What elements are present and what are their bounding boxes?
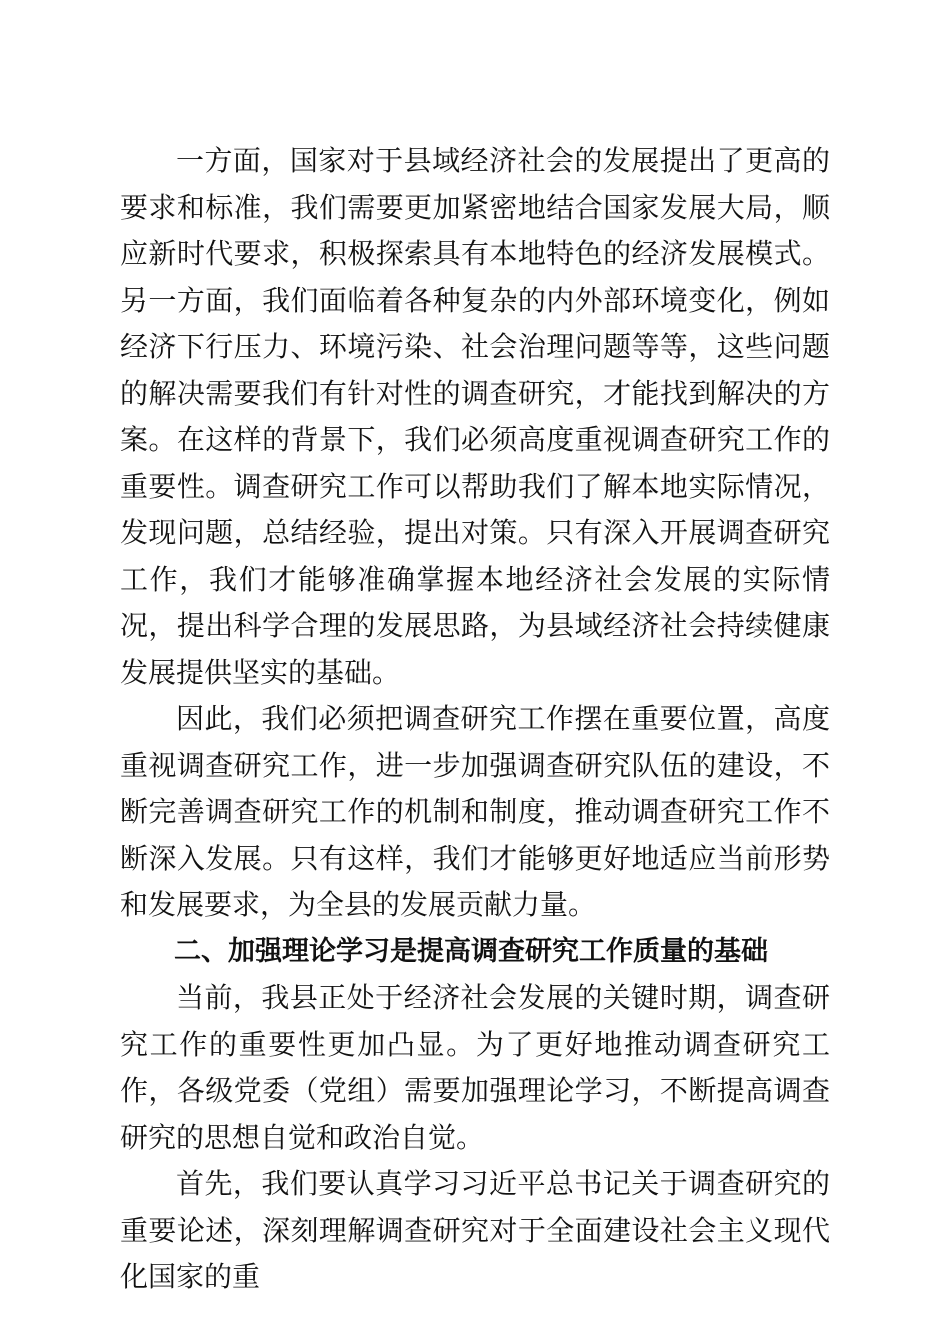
paragraph-2: 因此，我们必须把调查研究工作摆在重要位置，高度重视调查研究工作，进一步加强调查研究队伍的建设，不断完善调查研究工作的机制和制度，推动调查研究工作不断深入发展。只有这样，我们才能够更好地适应当前形势和发展要求，为全县的发展贡献力量。	[120, 702, 830, 921]
document-body	[120, 138, 830, 1301]
paragraph-1: 一方面，国家对于县域经济社会的发展提出了更高的要求和标准，我们需要更加紧密地结合国家发展大局，顺应新时代要求，积极探索具有本地特色的经济发展模式。另一方面，我们面临着各种复杂的内外部环境变化，例如经济下行压力、环境污染、社会治理问题等等，这些问题的解决需要我们有针对性的调查研究，才能找到解决的方案。在这样的背景下，我们必须高度重视调查研究工作的重要性。调查研究工作可以帮助我们了解本地实际情况，发现问题，总结经验，提出对策。只有深入开展调查研究工作，我们才能够准确掌握本地经济社会发展的实际情况，提出科学合理的发展思路，为县域经济社会持续健康发展提供坚实的基础。	[120, 144, 830, 689]
paragraph-3: 当前，我县正处于经济社会发展的关键时期，调查研究工作的重要性更加凸显。为了更好地推动调查研究工作，各级党委（党组）需要加强理论学习，不断提高调查研究的思想自觉和政治自觉。	[120, 981, 830, 1154]
paragraph-4: 首先，我们要认真学习习近平总书记关于调查研究的重要论述，深刻理解调查研究对于全面建设社会主义现代化国家的重	[120, 1167, 830, 1293]
section-heading: 二、加强理论学习是提高调查研究工作质量的基础	[174, 935, 768, 967]
